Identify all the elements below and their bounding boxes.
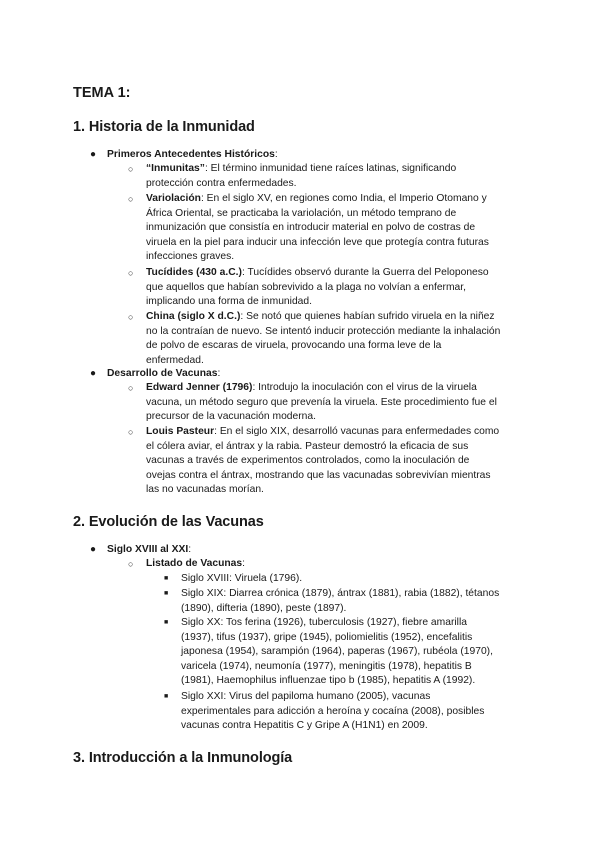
text-line: Siglo XIX: Diarrea crónica (1879), ántrax (1881), rabia (1882), tétanos bbox=[181, 588, 500, 599]
list-item-siglo-xxi bbox=[181, 690, 484, 734]
list-item-siglo-xx bbox=[181, 616, 493, 689]
colon: : bbox=[217, 368, 221, 379]
colon: : bbox=[242, 558, 246, 569]
list-item-pasteur bbox=[146, 425, 499, 498]
text-line: no la contraían de nuevo. Se intentó inducir protección mediante la inhalación bbox=[146, 325, 501, 337]
circle-bullet-icon: ○ bbox=[128, 383, 134, 393]
circle-bullet-icon: ○ bbox=[128, 559, 134, 569]
text-line: : Introdujo la inoculación con el virus de la viruela bbox=[252, 382, 477, 393]
list-item-desarrollo bbox=[107, 367, 220, 382]
text-line: ovejas contra el ántrax, mostrando que las vacunadas sobrevivían mientras bbox=[146, 469, 491, 481]
text-line: el cólera aviar, el ántrax y la rabia. Pasteur demostró la eficacia de sus bbox=[146, 440, 469, 452]
text-line: : El término inmunidad tiene raíces latinas, significando bbox=[204, 163, 457, 174]
text-line: protección contra enfermedades. bbox=[146, 177, 297, 189]
term: Tucídides (430 a.C.) bbox=[146, 267, 242, 278]
text-line: viruela en la piel para inducir una infección leve que protegía contra futuras bbox=[146, 236, 489, 248]
text-line: precursor de la vacunación moderna. bbox=[146, 411, 316, 423]
bullet-icon: ● bbox=[90, 368, 97, 379]
text-line: África Oriental, se practicaba la variolación, un método temprano de bbox=[146, 207, 457, 219]
circle-bullet-icon: ○ bbox=[128, 194, 134, 204]
square-bullet-icon: ■ bbox=[164, 693, 169, 700]
term: Louis Pasteur bbox=[146, 426, 215, 437]
term: China (siglo X d.C.) bbox=[146, 311, 241, 322]
text-line: : Tucídides observó durante la Guerra del Peloponeso bbox=[241, 267, 489, 278]
list-item-antecedentes bbox=[107, 148, 278, 163]
text-line: (1937), tifus (1937), gripe (1945), poliomielitis (1952), encefalitis bbox=[181, 631, 473, 643]
text-line: Siglo XVIII: Viruela (1796). bbox=[181, 573, 303, 584]
text-line: inmunización que consistía en introducir material en polvo de costras de bbox=[146, 222, 476, 234]
text-line: experimentales para adicción a heroína y cocaína (2008), posibles bbox=[181, 705, 485, 717]
text-line: infecciones graves. bbox=[146, 251, 235, 263]
list-item-variolacion bbox=[146, 192, 489, 265]
bullet-icon: ● bbox=[90, 149, 97, 160]
list-item-label: Primeros Antecedentes Históricos bbox=[107, 149, 275, 160]
circle-bullet-icon: ○ bbox=[128, 164, 134, 174]
term: Edward Jenner (1796) bbox=[146, 382, 253, 393]
section-heading-inmunologia: 3. Introducción a la Inmunología bbox=[73, 750, 293, 766]
list-item-tucidides bbox=[146, 266, 489, 310]
square-bullet-icon: ■ bbox=[164, 575, 169, 582]
text-line: enfermedad. bbox=[146, 354, 204, 366]
text-line: (1890), difteria (1890), peste (1897). bbox=[181, 602, 347, 614]
section-heading-historia: 1. Historia de la Inmunidad bbox=[73, 119, 255, 135]
list-item-inmunitas bbox=[146, 162, 456, 191]
list-item-label: Siglo XVIII al XXI bbox=[107, 544, 189, 555]
list-item-jenner bbox=[146, 381, 497, 425]
text-line: (1981), Haemophilus influenzae tipo b (1985), hepatitis A (1992). bbox=[181, 675, 476, 687]
bullet-icon: ● bbox=[90, 544, 97, 555]
text-line: : Se notó que quienes habían sufrido viruela en la niñez bbox=[240, 311, 495, 322]
text-line: vacunas contra Hepatitis C y Gripe A (H1N1) en 2009. bbox=[181, 720, 428, 732]
text-line: varicela (1974), neumonía (1977), meningitis (1978), hepatitis B bbox=[181, 660, 472, 672]
page-title: TEMA 1: bbox=[73, 85, 131, 101]
section-heading-evolucion: 2. Evolución de las Vacunas bbox=[73, 514, 264, 530]
text-line: implicando una forma de inmunidad. bbox=[146, 296, 312, 308]
colon: : bbox=[274, 149, 278, 160]
text-line: de polvo de escaras de viruela, provocando una forma leve de la bbox=[146, 340, 442, 352]
term: Variolación bbox=[146, 193, 201, 204]
circle-bullet-icon: ○ bbox=[128, 268, 134, 278]
text-line: : En el siglo XIX, desarrolló vacunas para enfermedades como bbox=[214, 426, 500, 437]
text-line: que aquellos que habían sobrevivido a la plaga no volvían a enfermar, bbox=[146, 281, 466, 293]
list-item-siglo-xix bbox=[181, 587, 499, 616]
text-line: Siglo XX: Tos ferina (1926), tuberculosis (1927), fiebre amarilla bbox=[181, 617, 467, 628]
square-bullet-icon: ■ bbox=[164, 619, 169, 626]
list-item-china bbox=[146, 310, 500, 368]
term: “Inmunitas” bbox=[146, 163, 205, 174]
text-line: Siglo XXI: Virus del papiloma humano (2005), vacunas bbox=[181, 691, 431, 702]
list-item-siglo-xviii bbox=[181, 572, 302, 587]
circle-bullet-icon: ○ bbox=[128, 312, 134, 322]
text-line: las no vacunadas morían. bbox=[146, 484, 264, 496]
list-item-listado bbox=[146, 557, 245, 572]
list-item-label: Listado de Vacunas bbox=[146, 558, 243, 569]
circle-bullet-icon: ○ bbox=[128, 427, 134, 437]
colon: : bbox=[188, 544, 192, 555]
list-item-siglos bbox=[107, 543, 191, 558]
text-line: japonesa (1954), sarampión (1964), paperas (1967), rubéola (1970), bbox=[181, 646, 493, 658]
text-line: : En el siglo XV, en regiones como India, el Imperio Otomano y bbox=[200, 193, 487, 204]
square-bullet-icon: ■ bbox=[164, 590, 169, 597]
text-line: vacuna, un método seguro que prevenía la viruela. Este procedimiento fue el bbox=[146, 396, 497, 408]
text-line: vacunas a través de experimentos controlados, como la inoculación de bbox=[146, 455, 470, 467]
list-item-label: Desarrollo de Vacunas bbox=[107, 368, 218, 379]
